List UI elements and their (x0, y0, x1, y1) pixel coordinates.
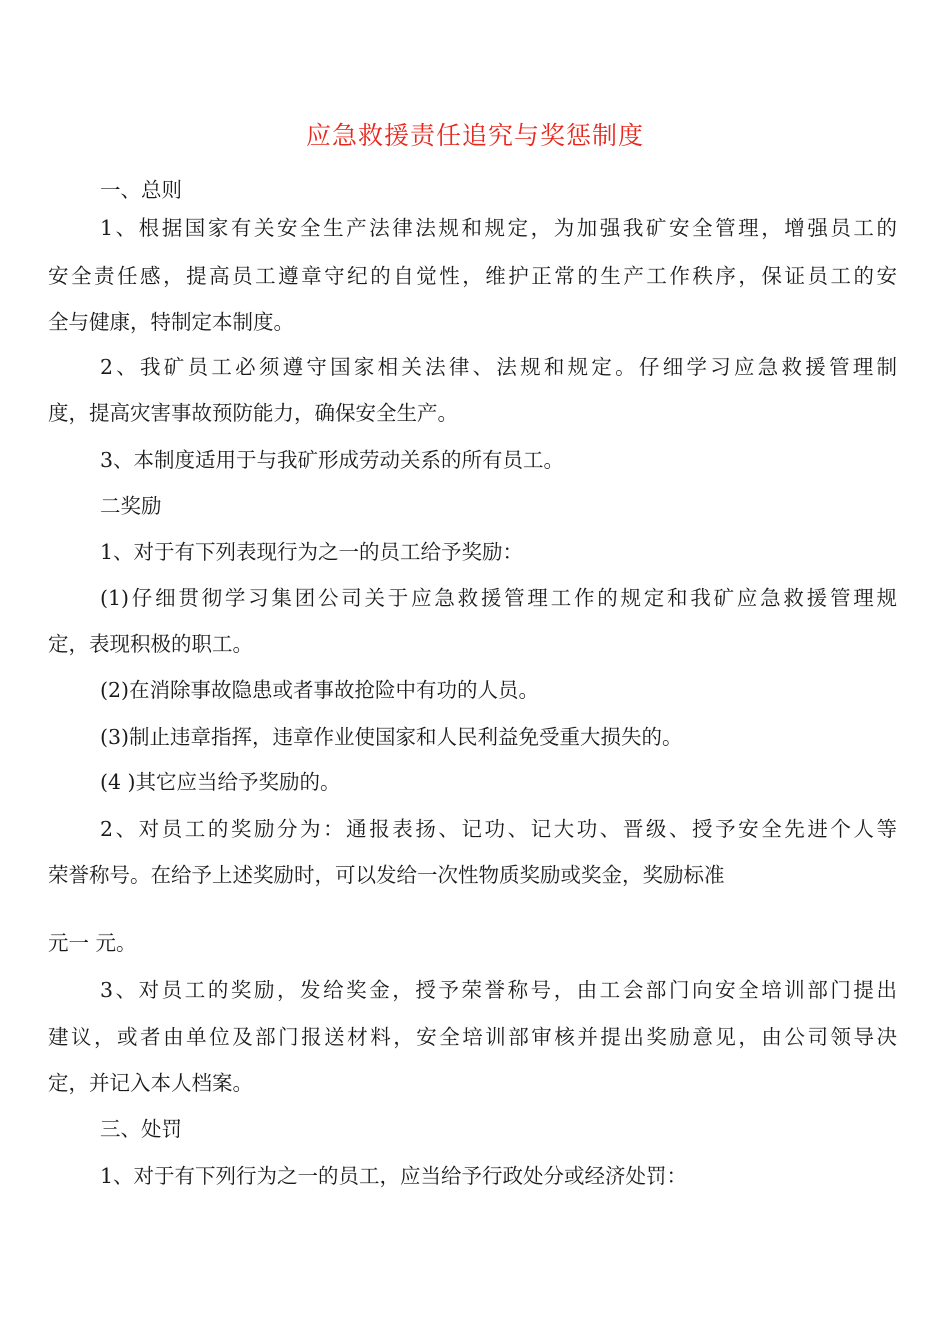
paragraph-line: 安全责任感，提高员工遵章守纪的自觉性，维护正常的生产工作秩序，保证员工的安 (48, 264, 897, 288)
paragraph-line: 2、我矿员工必须遵守国家相关法律、法规和规定。仔细学习应急救援管理制 (100, 355, 897, 379)
list-item-line: 定，表现积极的职工。 (48, 632, 253, 656)
paragraph-line: 定，并记入本人档案。 (48, 1071, 253, 1095)
list-item-line: (4 )其它应当给予奖励的。 (100, 770, 341, 794)
paragraph-line: 荣誉称号。在给予上述奖励时，可以发给一次性物质奖励或奖金，奖励标准 (48, 863, 725, 887)
list-item-line: (1)仔细贯彻学习集团公司关于应急救援管理工作的规定和我矿应急救援管理规 (100, 586, 897, 610)
paragraph-line: 2、对员工的奖励分为：通报表扬、记功、记大功、晋级、授予安全先进个人等 (100, 817, 897, 841)
paragraph-line: 元一 元。 (48, 931, 137, 955)
paragraph-line: 3、本制度适用于与我矿形成劳动关系的所有员工。 (100, 448, 565, 472)
paragraph-line: 1、对于有下列行为之一的员工，应当给予行政处分或经济处罚： (100, 1164, 688, 1188)
section-heading-penalties: 三、处罚 (100, 1117, 182, 1141)
paragraph-line: 建议，或者由单位及部门报送材料，安全培训部审核并提出奖励意见，由公司领导决 (48, 1025, 897, 1049)
paragraph-line: 3、对员工的奖励，发给奖金，授予荣誉称号，由工会部门向安全培训部门提出 (100, 978, 897, 1002)
section-heading-general: 一、总则 (100, 178, 182, 202)
paragraph-line: 全与健康，特制定本制度。 (48, 310, 294, 334)
list-item-line: (3)制止违章指挥，违章作业使国家和人民利益免受重大损失的。 (100, 725, 683, 749)
list-item-line: (2)在消除事故隐患或者事故抢险中有功的人员。 (100, 678, 540, 702)
paragraph-line: 1、对于有下列表现行为之一的员工给予奖励： (100, 540, 524, 564)
document-title: 应急救援责任追究与奖惩制度 (305, 121, 644, 150)
section-heading-rewards: 二奖励 (100, 494, 162, 518)
paragraph-line: 度，提高灾害事故预防能力，确保安全生产。 (48, 401, 458, 425)
paragraph-line: 1、根据国家有关安全生产法律法规和规定，为加强我矿安全管理，增强员工的 (100, 216, 897, 240)
